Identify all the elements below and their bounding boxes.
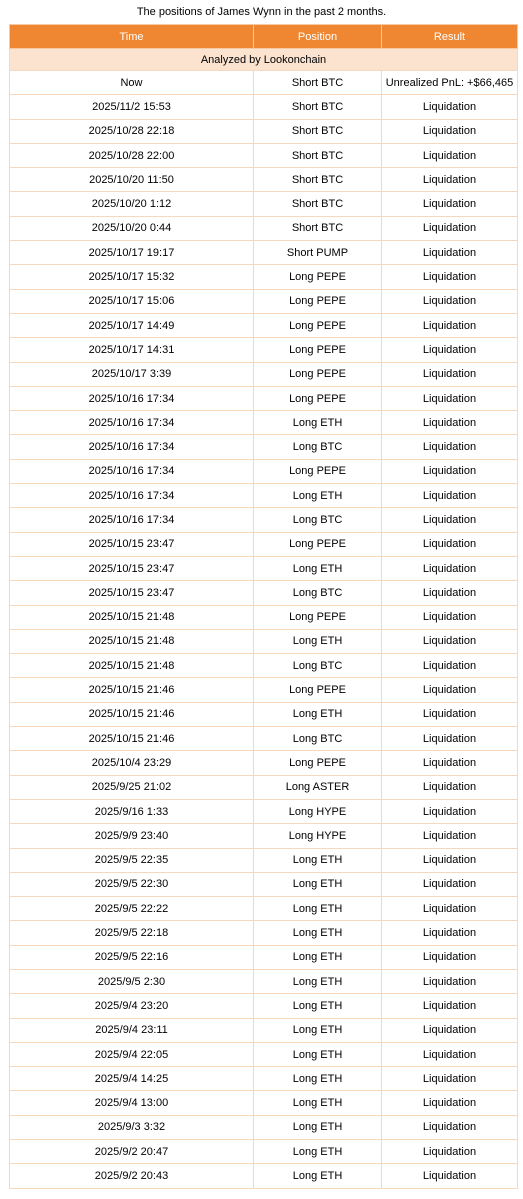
position-cell: Short BTC — [254, 216, 382, 240]
time-cell: 2025/10/16 17:34 — [10, 386, 254, 410]
table-row — [10, 143, 518, 167]
result-cell: Liquidation — [382, 1115, 518, 1139]
result-cell: Liquidation — [382, 386, 518, 410]
time-cell: 2025/9/4 14:25 — [10, 1067, 254, 1091]
time-cell: 2025/10/16 17:34 — [10, 459, 254, 483]
time-cell: Now — [10, 71, 254, 95]
result-cell: Liquidation — [382, 241, 518, 265]
result-cell: Liquidation — [382, 727, 518, 751]
time-cell: 2025/9/5 22:35 — [10, 848, 254, 872]
time-cell: 2025/10/17 15:32 — [10, 265, 254, 289]
result-cell: Liquidation — [382, 556, 518, 580]
result-cell: Liquidation — [382, 945, 518, 969]
table-row — [10, 1067, 518, 1091]
table-row — [10, 435, 518, 459]
position-cell: Short BTC — [254, 119, 382, 143]
time-cell: 2025/9/5 22:16 — [10, 945, 254, 969]
result-cell: Liquidation — [382, 775, 518, 799]
header-time: Time — [10, 25, 254, 49]
position-cell: Long ETH — [254, 411, 382, 435]
position-cell: Long PEPE — [254, 678, 382, 702]
table-row — [10, 1091, 518, 1115]
table-row — [10, 751, 518, 775]
position-cell: Long PEPE — [254, 386, 382, 410]
time-cell: 2025/9/2 20:47 — [10, 1140, 254, 1164]
table-row — [10, 799, 518, 823]
time-cell: 2025/10/17 15:06 — [10, 289, 254, 313]
position-cell: Short BTC — [254, 143, 382, 167]
time-cell: 2025/9/4 23:20 — [10, 994, 254, 1018]
result-cell: Liquidation — [382, 508, 518, 532]
position-cell: Long PEPE — [254, 751, 382, 775]
result-cell: Liquidation — [382, 1067, 518, 1091]
result-cell: Liquidation — [382, 581, 518, 605]
position-cell: Long BTC — [254, 508, 382, 532]
time-cell: 2025/10/15 23:47 — [10, 532, 254, 556]
position-cell: Long HYPE — [254, 824, 382, 848]
position-cell: Long ETH — [254, 848, 382, 872]
position-cell: Long PEPE — [254, 338, 382, 362]
position-cell: Long ETH — [254, 1115, 382, 1139]
position-cell: Long ETH — [254, 1164, 382, 1188]
table-row — [10, 848, 518, 872]
result-cell: Liquidation — [382, 629, 518, 653]
time-cell: 2025/10/15 23:47 — [10, 581, 254, 605]
table-row — [10, 581, 518, 605]
time-cell: 2025/9/2 20:43 — [10, 1164, 254, 1188]
table-row — [10, 192, 518, 216]
time-cell: 2025/10/15 21:48 — [10, 654, 254, 678]
result-cell: Liquidation — [382, 702, 518, 726]
position-cell: Long PEPE — [254, 289, 382, 313]
table-row — [10, 362, 518, 386]
position-cell: Long PEPE — [254, 459, 382, 483]
table-row — [10, 629, 518, 653]
result-cell: Liquidation — [382, 848, 518, 872]
time-cell: 2025/10/28 22:18 — [10, 119, 254, 143]
table-row — [10, 702, 518, 726]
position-cell: Long ETH — [254, 556, 382, 580]
result-cell: Liquidation — [382, 1164, 518, 1188]
position-cell: Short BTC — [254, 192, 382, 216]
table-row — [10, 1115, 518, 1139]
result-cell: Liquidation — [382, 411, 518, 435]
position-cell: Long PEPE — [254, 265, 382, 289]
table-row — [10, 313, 518, 337]
position-cell: Long BTC — [254, 435, 382, 459]
table-row — [10, 338, 518, 362]
table-row — [10, 1042, 518, 1066]
time-cell: 2025/11/2 15:53 — [10, 95, 254, 119]
table-row — [10, 605, 518, 629]
table-row — [10, 897, 518, 921]
position-cell: Long ETH — [254, 1067, 382, 1091]
result-cell: Liquidation — [382, 289, 518, 313]
table-row — [10, 678, 518, 702]
position-cell: Long ETH — [254, 1140, 382, 1164]
position-cell: Long ETH — [254, 994, 382, 1018]
position-cell: Long ETH — [254, 921, 382, 945]
time-cell: 2025/10/15 21:46 — [10, 702, 254, 726]
time-cell: 2025/10/20 1:12 — [10, 192, 254, 216]
time-cell: 2025/9/4 22:05 — [10, 1042, 254, 1066]
result-cell: Liquidation — [382, 678, 518, 702]
result-cell: Liquidation — [382, 969, 518, 993]
table-row — [10, 994, 518, 1018]
table-row — [10, 1018, 518, 1042]
position-cell: Long PEPE — [254, 532, 382, 556]
banner-row — [10, 49, 518, 71]
time-cell: 2025/10/16 17:34 — [10, 484, 254, 508]
position-cell: Long PEPE — [254, 313, 382, 337]
result-cell: Liquidation — [382, 751, 518, 775]
table-row — [10, 775, 518, 799]
result-cell: Liquidation — [382, 605, 518, 629]
time-cell: 2025/9/5 22:18 — [10, 921, 254, 945]
time-cell: 2025/10/15 21:46 — [10, 727, 254, 751]
table-row — [10, 1164, 518, 1188]
table-row — [10, 1140, 518, 1164]
table-row — [10, 168, 518, 192]
result-cell: Liquidation — [382, 921, 518, 945]
table-row — [10, 921, 518, 945]
result-cell: Unrealized PnL: +$66,465 — [382, 71, 518, 95]
time-cell: 2025/9/5 22:22 — [10, 897, 254, 921]
result-cell: Liquidation — [382, 994, 518, 1018]
position-cell: Long BTC — [254, 654, 382, 678]
position-cell: Long PEPE — [254, 605, 382, 629]
position-cell: Long ETH — [254, 897, 382, 921]
table-row — [10, 216, 518, 240]
result-cell: Liquidation — [382, 313, 518, 337]
result-cell: Liquidation — [382, 143, 518, 167]
result-cell: Liquidation — [382, 168, 518, 192]
time-cell: 2025/9/16 1:33 — [10, 799, 254, 823]
position-cell: Short BTC — [254, 71, 382, 95]
header-row — [10, 25, 518, 49]
position-cell: Long ETH — [254, 484, 382, 508]
header-result: Result — [382, 25, 518, 49]
result-cell: Liquidation — [382, 265, 518, 289]
table-row — [10, 95, 518, 119]
table-row — [10, 945, 518, 969]
time-cell: 2025/10/17 3:39 — [10, 362, 254, 386]
header-position: Position — [254, 25, 382, 49]
time-cell: 2025/10/15 21:48 — [10, 629, 254, 653]
table-row — [10, 872, 518, 896]
table-row — [10, 241, 518, 265]
table-row — [10, 654, 518, 678]
result-cell: Liquidation — [382, 459, 518, 483]
time-cell: 2025/10/17 14:49 — [10, 313, 254, 337]
result-cell: Liquidation — [382, 1140, 518, 1164]
position-cell: Long ETH — [254, 969, 382, 993]
time-cell: 2025/9/9 23:40 — [10, 824, 254, 848]
table-row — [10, 508, 518, 532]
time-cell: 2025/9/4 13:00 — [10, 1091, 254, 1115]
time-cell: 2025/10/20 0:44 — [10, 216, 254, 240]
time-cell: 2025/9/5 2:30 — [10, 969, 254, 993]
time-cell: 2025/10/16 17:34 — [10, 411, 254, 435]
result-cell: Liquidation — [382, 435, 518, 459]
position-cell: Short PUMP — [254, 241, 382, 265]
time-cell: 2025/10/16 17:34 — [10, 508, 254, 532]
position-cell: Long HYPE — [254, 799, 382, 823]
time-cell: 2025/10/15 21:48 — [10, 605, 254, 629]
table-row — [10, 484, 518, 508]
time-cell: 2025/10/17 14:31 — [10, 338, 254, 362]
analyzed-by-banner: Analyzed by Lookonchain — [10, 49, 518, 71]
position-cell: Long PEPE — [254, 362, 382, 386]
table-row — [10, 532, 518, 556]
result-cell: Liquidation — [382, 1042, 518, 1066]
table-row — [10, 71, 518, 95]
result-cell: Liquidation — [382, 216, 518, 240]
result-cell: Liquidation — [382, 654, 518, 678]
result-cell: Liquidation — [382, 484, 518, 508]
time-cell: 2025/10/4 23:29 — [10, 751, 254, 775]
time-cell: 2025/10/15 23:47 — [10, 556, 254, 580]
position-cell: Long ETH — [254, 1091, 382, 1115]
position-cell: Long ETH — [254, 1042, 382, 1066]
table-row — [10, 265, 518, 289]
time-cell: 2025/9/5 22:30 — [10, 872, 254, 896]
result-cell: Liquidation — [382, 824, 518, 848]
table-row — [10, 119, 518, 143]
result-cell: Liquidation — [382, 362, 518, 386]
time-cell: 2025/9/3 3:32 — [10, 1115, 254, 1139]
table-row — [10, 289, 518, 313]
result-cell: Liquidation — [382, 119, 518, 143]
time-cell: 2025/10/16 17:34 — [10, 435, 254, 459]
table-row — [10, 824, 518, 848]
position-cell: Long BTC — [254, 581, 382, 605]
position-cell: Long ETH — [254, 872, 382, 896]
time-cell: 2025/9/4 23:11 — [10, 1018, 254, 1042]
result-cell: Liquidation — [382, 872, 518, 896]
position-cell: Short BTC — [254, 95, 382, 119]
result-cell: Liquidation — [382, 897, 518, 921]
position-cell: Long ETH — [254, 629, 382, 653]
result-cell: Liquidation — [382, 95, 518, 119]
table-row — [10, 386, 518, 410]
result-cell: Liquidation — [382, 532, 518, 556]
result-cell: Liquidation — [382, 1091, 518, 1115]
positions-table — [9, 24, 518, 1189]
time-cell: 2025/10/17 19:17 — [10, 241, 254, 265]
time-cell: 2025/10/20 11:50 — [10, 168, 254, 192]
position-cell: Short BTC — [254, 168, 382, 192]
table-row — [10, 969, 518, 993]
page-title: The positions of James Wynn in the past 2 months. — [136, 6, 387, 18]
position-cell: Long ETH — [254, 945, 382, 969]
time-cell: 2025/10/28 22:00 — [10, 143, 254, 167]
position-cell: Long ETH — [254, 1018, 382, 1042]
table-row — [10, 556, 518, 580]
position-cell: Long ASTER — [254, 775, 382, 799]
table-row — [10, 411, 518, 435]
time-cell: 2025/9/25 21:02 — [10, 775, 254, 799]
result-cell: Liquidation — [382, 338, 518, 362]
result-cell: Liquidation — [382, 192, 518, 216]
result-cell: Liquidation — [382, 1018, 518, 1042]
position-cell: Long ETH — [254, 702, 382, 726]
table-row — [10, 459, 518, 483]
table-row — [10, 727, 518, 751]
time-cell: 2025/10/15 21:46 — [10, 678, 254, 702]
position-cell: Long BTC — [254, 727, 382, 751]
result-cell: Liquidation — [382, 799, 518, 823]
